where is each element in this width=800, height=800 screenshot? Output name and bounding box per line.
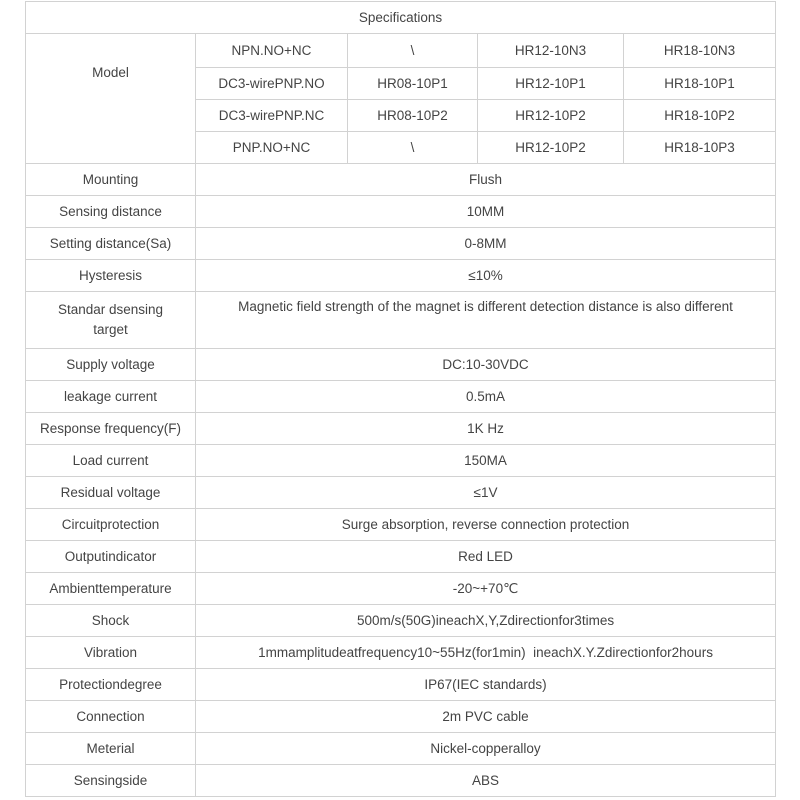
spec-label: Hysteresis xyxy=(26,260,196,292)
spec-label: Outputindicator xyxy=(26,541,196,573)
spec-value: Surge absorption, reverse connection protection xyxy=(196,509,776,541)
spec-value: IP67(IEC standards) xyxy=(196,669,776,701)
spec-label: Mounting xyxy=(26,164,196,196)
spec-label: Supply voltage xyxy=(26,349,196,381)
spec-row-sensing-distance xyxy=(26,196,776,228)
spec-value: Nickel-copperalloy xyxy=(196,733,776,765)
spec-label: Sensingside xyxy=(26,765,196,797)
spec-value: 500m/s(50G)ineachX,Y,Zdirectionfor3times xyxy=(196,605,776,637)
spec-value: 2m PVC cable xyxy=(196,701,776,733)
spec-row-sensing-target xyxy=(26,292,776,349)
spec-row-mounting xyxy=(26,164,776,196)
spec-row-protection-degree xyxy=(26,669,776,701)
spec-row-response-frequency xyxy=(26,413,776,445)
spec-value: 0-8MM xyxy=(196,228,776,260)
spec-row-connection xyxy=(26,701,776,733)
model-label: Model xyxy=(26,34,196,164)
spec-label: Load current xyxy=(26,445,196,477)
spec-row-output-indicator xyxy=(26,541,776,573)
spec-row-sensing-side xyxy=(26,765,776,797)
spec-value: DC:10-30VDC xyxy=(196,349,776,381)
spec-label: Connection xyxy=(26,701,196,733)
spec-value: ABS xyxy=(196,765,776,797)
spec-row-supply-voltage xyxy=(26,349,776,381)
spec-value: 150MA xyxy=(196,445,776,477)
table-title: Specifications xyxy=(26,2,776,34)
spec-value: ≤10% xyxy=(196,260,776,292)
spec-row-residual-voltage xyxy=(26,477,776,509)
spec-row-load-current xyxy=(26,445,776,477)
spec-row-leakage-current xyxy=(26,381,776,413)
model-m18-cell: HR18-10P2 xyxy=(624,100,776,132)
spec-label: Vibration xyxy=(26,637,196,669)
model-m18-cell: HR18-10P3 xyxy=(624,132,776,164)
spec-label: Circuitprotection xyxy=(26,509,196,541)
model-m12-cell: HR12-10P2 xyxy=(478,100,624,132)
specifications-table xyxy=(25,1,776,797)
spec-value: -20~+70℃ xyxy=(196,573,776,605)
model-row xyxy=(26,34,776,68)
spec-row-circuit-protection xyxy=(26,509,776,541)
model-m8-cell: \ xyxy=(348,34,478,68)
model-m12-cell: HR12-10P2 xyxy=(478,132,624,164)
model-type-cell: DC3-wirePNP.NC xyxy=(196,100,348,132)
spec-row-material xyxy=(26,733,776,765)
spec-label: leakage current xyxy=(26,381,196,413)
spec-value: 1K Hz xyxy=(196,413,776,445)
model-type-cell: PNP.NO+NC xyxy=(196,132,348,164)
spec-label: Residual voltage xyxy=(26,477,196,509)
spec-label: Sensing distance xyxy=(26,196,196,228)
spec-value: 0.5mA xyxy=(196,381,776,413)
table-header-row xyxy=(26,2,776,34)
model-type-cell: NPN.NO+NC xyxy=(196,34,348,68)
model-m12-cell: HR12-10P1 xyxy=(478,68,624,100)
model-m18-cell: HR18-10P1 xyxy=(624,68,776,100)
spec-row-vibration xyxy=(26,637,776,669)
spec-row-shock xyxy=(26,605,776,637)
model-m8-cell: \ xyxy=(348,132,478,164)
spec-value: Red LED xyxy=(196,541,776,573)
spec-row-ambient-temperature xyxy=(26,573,776,605)
model-type-cell: DC3-wirePNP.NO xyxy=(196,68,348,100)
spec-value: ≤1V xyxy=(196,477,776,509)
spec-value: 10MM xyxy=(196,196,776,228)
spec-label: Response frequency(F) xyxy=(26,413,196,445)
spec-row-hysteresis xyxy=(26,260,776,292)
spec-label: Standar dsensing target xyxy=(26,292,196,349)
spec-label: Ambienttemperature xyxy=(26,573,196,605)
spec-label: Setting distance(Sa) xyxy=(26,228,196,260)
spec-value: 1mmamplitudeatfrequency10~55Hz(for1min) ineachX.Y.Zdirectionfor2hours xyxy=(196,637,776,669)
spec-value: Magnetic field strength of the magnet is different detection distance is also different xyxy=(196,292,776,349)
spec-value: Flush xyxy=(196,164,776,196)
model-m12-cell: HR12-10N3 xyxy=(478,34,624,68)
spec-label: Protectiondegree xyxy=(26,669,196,701)
spec-label: Shock xyxy=(26,605,196,637)
model-m8-cell: HR08-10P1 xyxy=(348,68,478,100)
model-m8-cell: HR08-10P2 xyxy=(348,100,478,132)
model-m18-cell: HR18-10N3 xyxy=(624,34,776,68)
spec-label: Meterial xyxy=(26,733,196,765)
spec-row-setting-distance xyxy=(26,228,776,260)
